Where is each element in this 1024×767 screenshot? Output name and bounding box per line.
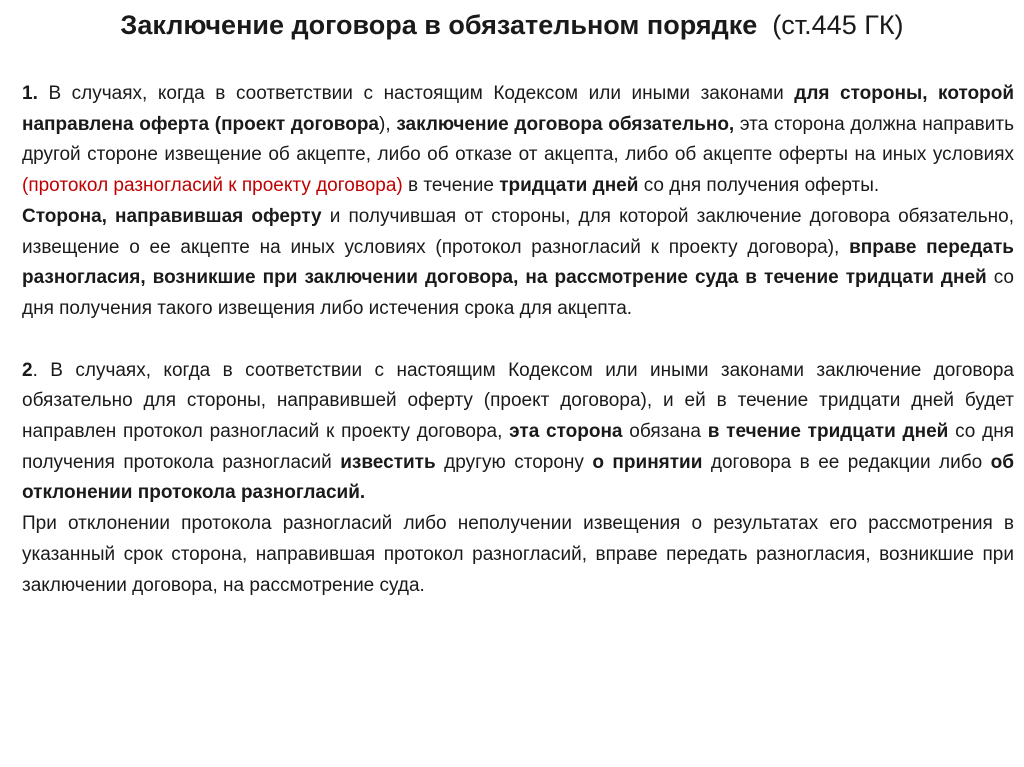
section-2-paragraph-1: 2. В случаях, когда в соответствии с настоящим Кодексом или иными законами заключение договора обязательно для стороны, направившей оферту (проект договора), и ей в течение тридцати дней будет направлен протокол разногласий к проекту договора, эта сторона обязана в течение тридцати дней со дня получения протокола разногласий известить другую сторону о принятии договора в ее редакции либо об отклонении протокола разногласий. [22,359,1015,504]
section-1-paragraph-2: Сторона, направившая оферту и получившая от стороны, для которой заключение договора обязательно, извещение о ее акцепте на иных условиях (протокол разногласий к проекту договора), вправе передать разногласия, возникшие при заключении договора, на рассмотрение суда в течение тридцати дней со дня получения такого извещения либо истечения срока для акцепта. [22,205,1014,319]
section-2-number: 2 [22,359,33,381]
highlighted-protocol-text: (протокол разногласий к проекту договора) [22,175,403,197]
section-2-paragraph-2: При отклонении протокола разногласий либо неполучении извещения о результатах его рассмотрения в указанный срок сторона, направившая протокол разногласий, вправе передать разногласия, возникшие при заключении договора, на рассмотрение суда. [22,513,1014,596]
page-title [0,8,1024,42]
section-1-paragraph-1: 1. В случаях, когда в соответствии с настоящим Кодексом или иными законами для стороны, которой направлена оферта (проект договора), заключение договора обязательно, эта сторона должна направить другой стороне извещение об акцепте, либо об отказе от акцепта, либо об акцепте оферты на иных условиях (протокол разногласий к проекту договора) в течение тридцати дней со дня получения оферты. [22,83,1015,197]
title-article-ref: (ст.445 ГК) [772,10,904,40]
title-main: Заключение договора в обязательном порядке [120,10,758,40]
paragraph-gap [22,325,1014,356]
article-text [22,79,1014,601]
section-1-number: 1. [22,83,38,104]
